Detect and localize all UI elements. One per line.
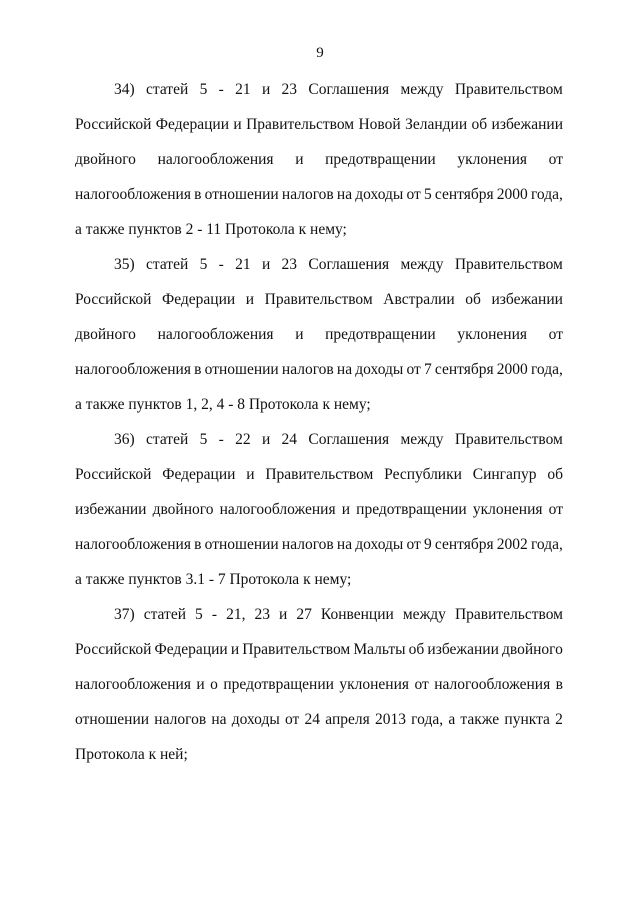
line-word: доходы — [355, 536, 404, 553]
line-word: Правительством — [454, 431, 563, 448]
line-word: - — [218, 81, 224, 98]
line-word: 5 — [199, 81, 208, 98]
line-word: о — [210, 676, 218, 693]
line-word: налогообложения — [75, 676, 191, 693]
paragraph-line — [75, 603, 563, 638]
line-word: двойного — [152, 501, 214, 518]
line-word: и — [261, 81, 271, 98]
line-word: от — [406, 361, 421, 378]
line-word: 2000 — [496, 186, 528, 203]
line-word: Российской — [75, 641, 152, 658]
line-word: и — [233, 116, 242, 133]
line-word: налогообложения — [219, 501, 336, 518]
line-word: двойного — [75, 326, 136, 343]
line-word: 5 — [199, 256, 208, 273]
line-word: Правительством — [454, 81, 563, 98]
line-word: об — [547, 466, 563, 483]
line-word: и — [295, 326, 304, 343]
line-word: от — [285, 711, 300, 728]
line-word: между — [400, 431, 444, 448]
line-word: 7 — [423, 361, 432, 378]
line-word: - — [211, 606, 218, 623]
line-word: налогообложения — [75, 186, 191, 203]
line-word: уклонения — [457, 326, 528, 343]
line-word: от — [406, 186, 421, 203]
line-word: Республики — [384, 466, 462, 483]
line-word: избежании — [427, 641, 499, 658]
line-word: налогообложения — [434, 676, 551, 693]
line-word: и — [196, 676, 205, 693]
line-word: 9 — [423, 536, 432, 553]
line-word: налогообложения — [75, 361, 191, 378]
line-word: об — [465, 291, 481, 308]
line-word: Федерации — [161, 291, 236, 308]
line-word: налогообложения — [157, 151, 274, 168]
line-word: статей — [145, 431, 189, 448]
line-word: между — [402, 606, 446, 623]
line-word: года, — [530, 361, 563, 378]
line-word: 36) — [114, 431, 135, 448]
line-word: сентября — [434, 186, 494, 203]
paragraph-line: а также пунктов 2 - 11 Протокола к нему; — [75, 221, 347, 238]
line-word: Российской — [75, 116, 152, 133]
line-word: статей — [145, 256, 189, 273]
paragraph-line — [75, 708, 563, 743]
line-word: 34) — [114, 81, 135, 98]
line-word: Новой — [358, 116, 401, 133]
paragraph-36 — [75, 428, 563, 603]
line-word: отношении — [75, 711, 150, 728]
line-word: налогов — [281, 536, 334, 553]
line-word: 23 — [281, 81, 298, 98]
document-body — [75, 78, 563, 778]
line-word: 35) — [114, 256, 135, 273]
line-word: 2000 — [496, 361, 528, 378]
line-word: Федерации — [155, 116, 229, 133]
line-word: избежании — [491, 291, 563, 308]
paragraph-35 — [75, 253, 563, 428]
line-word: Федерации — [162, 466, 236, 483]
paragraph-line — [75, 288, 563, 323]
line-word: 2 — [555, 711, 563, 728]
line-word: Мальты — [353, 641, 406, 658]
paragraph-line — [75, 78, 563, 113]
line-word: налогообложения — [157, 326, 274, 343]
line-word: двойного — [501, 641, 563, 658]
line-word: предотвращении — [325, 151, 436, 168]
line-word: и — [245, 291, 255, 308]
line-word: Австралии — [383, 291, 455, 308]
line-word: 5 — [199, 431, 208, 448]
line-word: избежании — [75, 501, 147, 518]
line-word: отношении — [204, 361, 279, 378]
line-word: доходы — [231, 711, 280, 728]
line-word: доходы — [355, 186, 404, 203]
line-word: 23 — [281, 256, 298, 273]
line-word: налогов — [281, 186, 334, 203]
line-word: Конвенции — [320, 606, 394, 623]
line-word: от — [548, 326, 563, 343]
line-word: 21, — [226, 606, 246, 623]
line-word: отношении — [204, 536, 279, 553]
paragraph-line — [75, 113, 563, 148]
line-word: избежании — [491, 116, 563, 133]
line-word: года, — [530, 536, 563, 553]
line-word: предотвращении — [325, 326, 436, 343]
paragraph-line — [75, 498, 563, 533]
line-word: между — [400, 81, 444, 98]
line-word: между — [400, 256, 444, 273]
paragraph-line: а также пунктов 1, 2, 4 - 8 Протокола к нему; — [75, 396, 371, 413]
line-word: Российской — [75, 466, 152, 483]
line-word: сентября — [434, 536, 494, 553]
line-word: Зеландии — [405, 116, 468, 133]
line-word: статей — [145, 81, 189, 98]
line-word: и — [230, 641, 240, 658]
line-word: 21 — [235, 81, 251, 98]
line-word: на — [336, 186, 353, 203]
line-word: пункта — [504, 711, 550, 728]
line-word: от — [548, 151, 563, 168]
line-word: Правительством — [264, 291, 373, 308]
line-word: Правительством — [242, 641, 351, 658]
line-word: налогов — [154, 711, 207, 728]
line-word: уклонения — [339, 676, 410, 693]
paragraph-line — [75, 148, 563, 183]
line-word: Соглашения — [308, 431, 390, 448]
line-word: в — [194, 186, 202, 203]
line-word: 2002 — [496, 536, 528, 553]
line-word: статей — [143, 606, 186, 623]
line-word: предотвращении — [223, 676, 334, 693]
line-word: 5 — [195, 606, 203, 623]
line-word: сентября — [434, 361, 494, 378]
line-word: 21 — [235, 256, 251, 273]
line-word: налогов — [281, 361, 334, 378]
line-word: также — [460, 711, 500, 728]
line-word: от — [414, 676, 429, 693]
line-word: и — [295, 151, 304, 168]
line-word: в — [194, 361, 202, 378]
line-word: уклонения — [472, 501, 543, 518]
line-word: об — [471, 116, 488, 133]
line-word: в — [194, 536, 202, 553]
line-word: отношении — [204, 186, 279, 203]
paragraph-37 — [75, 603, 563, 778]
line-word: двойного — [75, 151, 136, 168]
paragraph-line — [75, 463, 563, 498]
paragraph-34 — [75, 78, 563, 253]
line-word: на — [336, 536, 353, 553]
line-word: 24 — [281, 431, 298, 448]
paragraph-line — [75, 638, 563, 673]
line-word: 37) — [114, 606, 135, 623]
paragraph-line — [75, 428, 563, 463]
line-word: - — [218, 256, 224, 273]
line-word: на — [211, 711, 227, 728]
page-number: 9 — [316, 45, 324, 61]
line-word: 22 — [235, 431, 251, 448]
line-word: уклонения — [457, 151, 528, 168]
line-word: Сингапур — [472, 466, 537, 483]
line-word: от — [548, 501, 563, 518]
line-word: - — [218, 431, 224, 448]
line-word: в — [555, 676, 563, 693]
line-word: предотвращении — [356, 501, 467, 518]
line-word: Российской — [75, 291, 152, 308]
line-word: 23 — [254, 606, 270, 623]
line-word: Правительством — [265, 466, 374, 483]
paragraph-line: а также пунктов 3.1 - 7 Протокола к нему; — [75, 571, 352, 588]
line-word: Соглашения — [308, 81, 390, 98]
line-word: 27 — [296, 606, 312, 623]
line-word: года, — [530, 186, 563, 203]
line-word: 2013 — [374, 711, 406, 728]
line-word: Правительством — [454, 606, 563, 623]
line-word: об — [408, 641, 425, 658]
paragraph-line — [75, 183, 563, 218]
line-word: и — [341, 501, 351, 518]
paragraph-line — [75, 358, 563, 393]
paragraph-line — [75, 253, 563, 288]
line-word: и — [279, 606, 288, 623]
line-word: и — [246, 466, 255, 483]
line-word: доходы — [355, 361, 404, 378]
line-word: на — [336, 361, 353, 378]
line-word: 5 — [423, 186, 432, 203]
paragraph-line: Протокола к ней; — [75, 746, 188, 763]
line-word: Федерации — [154, 641, 228, 658]
line-word: Правительством — [454, 256, 563, 273]
paragraph-line — [75, 323, 563, 358]
line-word: апреля — [325, 711, 370, 728]
paragraph-line — [75, 673, 563, 708]
paragraph-line — [75, 533, 563, 568]
line-word: налогообложения — [75, 536, 191, 553]
line-word: года, — [411, 711, 444, 728]
line-word: 24 — [304, 711, 321, 728]
line-word: от — [406, 536, 421, 553]
line-word: Соглашения — [308, 256, 390, 273]
line-word: и — [261, 256, 271, 273]
line-word: Правительством — [246, 116, 355, 133]
line-word: а — [448, 711, 456, 728]
line-word: и — [261, 431, 271, 448]
